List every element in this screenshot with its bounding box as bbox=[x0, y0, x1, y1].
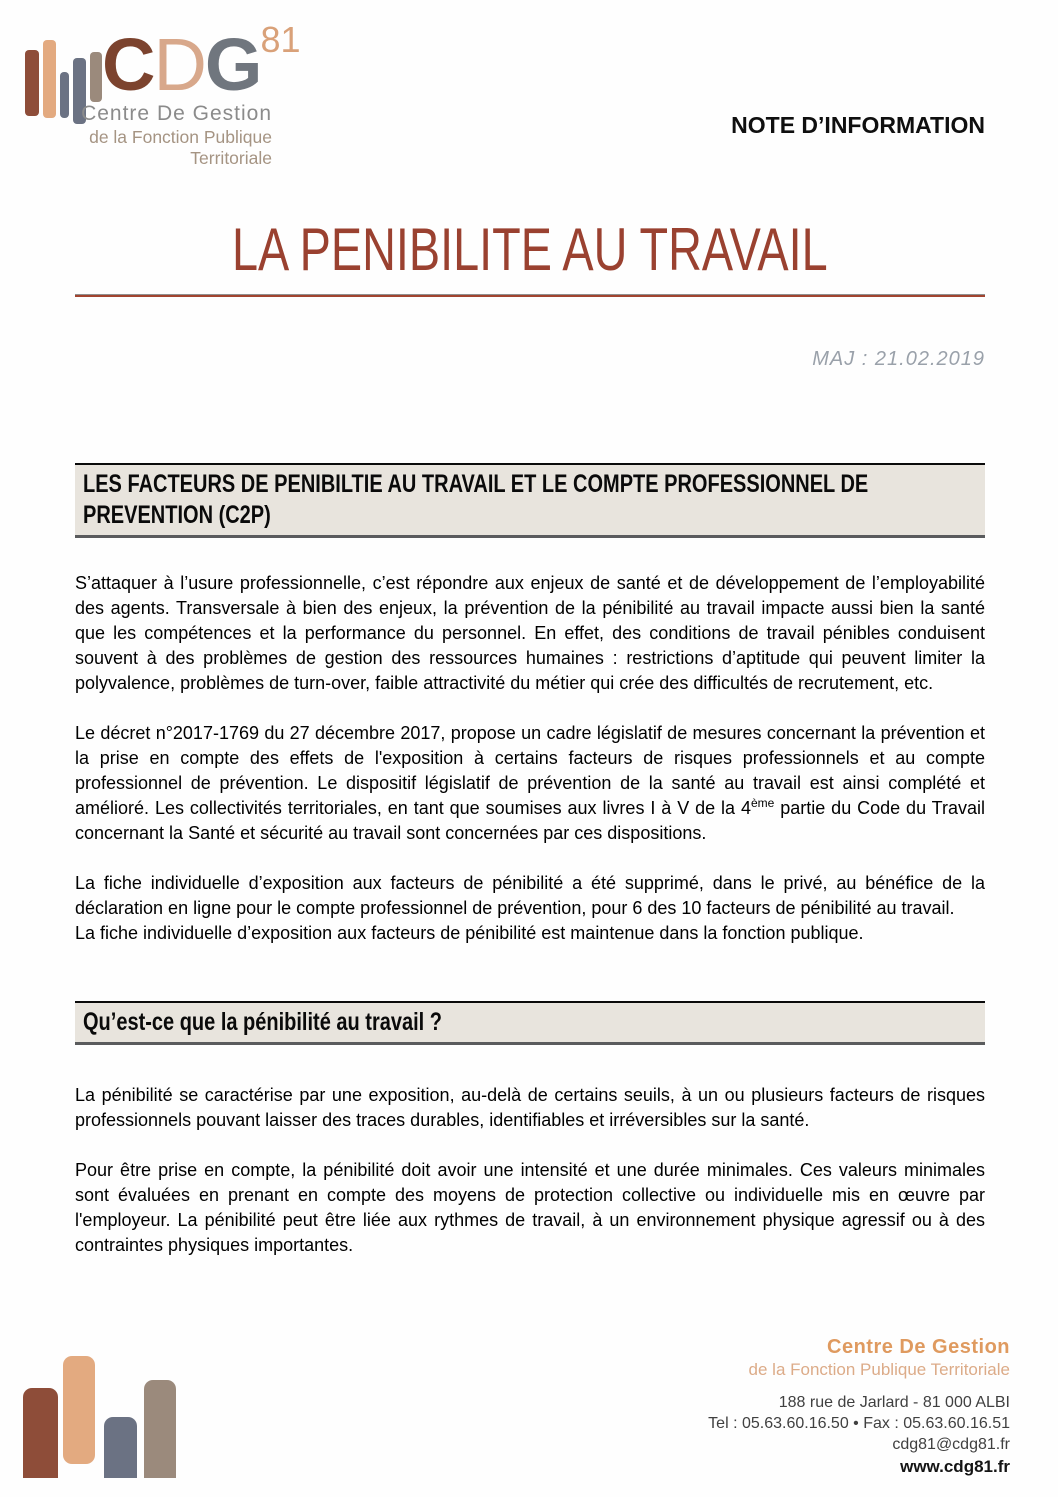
page-title bbox=[75, 216, 985, 283]
section-heading-factors bbox=[75, 463, 985, 538]
paragraph: La fiche individuelle d’exposition aux facteurs de pénibilité a été supprimé, dans le privé, au bénéfice de la déclaration en ligne pour le compte professionnel de prévention, pour 6 des 10 facteurs de pénibilité au travail. bbox=[75, 873, 985, 918]
ordinal-superscript: ème bbox=[750, 796, 775, 810]
logo-bar bbox=[90, 52, 102, 102]
section-heading-text: LES FACTEURS DE PENIBILTIE AU TRAVAIL ET LE COMPTE PROFESSIONNEL DE PREVENTION (C2P) bbox=[83, 470, 869, 529]
paragraph bbox=[75, 721, 985, 846]
footer-street-address: 188 rue de Jarlard - 81 000 ALBI bbox=[778, 1394, 1010, 1411]
footer-phone-fax: Tel : 05.63.60.16.50 • Fax : 05.63.60.16.51 bbox=[708, 1415, 1010, 1432]
paragraph-text: partie du Code du Travail concernant la Santé et sécurité au travail sont concernées par ces dispositions. bbox=[75, 798, 986, 843]
footer-bar bbox=[63, 1356, 95, 1464]
footer-email: cdg81@cdg81.fr bbox=[892, 1436, 1010, 1453]
logo-org-name: Centre De Gestion bbox=[81, 102, 272, 125]
note-type-label: NOTE D’INFORMATION bbox=[731, 112, 985, 138]
paragraph: S’attaquer à l’usure professionnelle, c’est répondre aux enjeux de santé et de développement de l’employabilité des agents. Transversale à bien des enjeux, la prévention de la pénibilité au travail impacte aussi bien la santé que les compétences et la performance du personnel. En effet, des conditions de travail pénibles conduisent souvent à des problèmes de gestion des ressources humaines : restrictions d’aptitude qui peuvent limiter la polyvalence, problèmes de turn-over, faible attractivité du métier qui crée des difficultés de recrutement, etc. bbox=[75, 573, 985, 693]
section-heading-definition bbox=[75, 1001, 985, 1045]
paragraph: Pour être prise en compte, la pénibilité doit avoir une intensité et une durée minimales. Ces valeurs minimales sont évaluées en prenant en compte des moyens de protection collective ou individuelle mis en œuvre par l'employeur. La pénibilité peut être liée aux rythmes de travail, à un environnement physique agressif ou à des contraintes physiques importantes. bbox=[75, 1160, 985, 1255]
body-column bbox=[75, 463, 985, 1283]
title-block bbox=[75, 216, 985, 283]
cdg81-logo bbox=[22, 19, 301, 168]
logo-letter-g: G bbox=[204, 23, 261, 106]
logo-letter-d: D bbox=[153, 23, 205, 106]
footer-org-name: Centre De Gestion bbox=[827, 1336, 1010, 1358]
logo-org-subtitle: de la Fonction Publique Territoriale bbox=[89, 127, 272, 168]
logo-number: 81 bbox=[260, 19, 301, 60]
maj-date: MAJ : 21.02.2019 bbox=[812, 348, 985, 370]
paragraph: La fiche individuelle d’exposition aux facteurs de pénibilité est maintenue dans la fonction publique. bbox=[75, 923, 864, 943]
paragraph-text: Le décret n°2017-1769 du 27 décembre 2017, propose un cadre législatif de mesures concernant la prévention et la prise en compte des effets de l'exposition à certains facteurs de risques professionnels et au compte professionnel de prévention. Le dispositif législatif de prévention de la santé au travail est ainsi complété et amélioré. Les collectivités territoriales, en tant que soumises aux livres I à V de la 4 bbox=[75, 723, 985, 818]
footer-address-block bbox=[708, 1336, 1010, 1477]
title-rule bbox=[75, 294, 985, 297]
footer-bar bbox=[104, 1417, 137, 1478]
section-heading-text: Qu’est-ce que la pénibilité au travail ? bbox=[83, 1008, 442, 1036]
page-title-text: LA PENIBILITE AU TRAVAIL bbox=[232, 216, 828, 283]
logo-letter-c: C bbox=[102, 23, 154, 106]
footer-bar-chart-icon bbox=[23, 1356, 183, 1474]
footer-bar bbox=[23, 1388, 58, 1478]
footer-website: www.cdg81.fr bbox=[900, 1457, 1010, 1476]
footer-org-subtitle: de la Fonction Publique Territoriale bbox=[748, 1360, 1010, 1379]
footer-bar bbox=[144, 1380, 176, 1478]
logo-acronym bbox=[102, 19, 301, 106]
paragraph: La pénibilité se caractérise par une exposition, au-delà de certains seuils, à un ou plusieurs facteurs de risques professionnels pouvant laisser des traces durables, identifiables et irréversibles sur la santé. bbox=[75, 1085, 985, 1130]
